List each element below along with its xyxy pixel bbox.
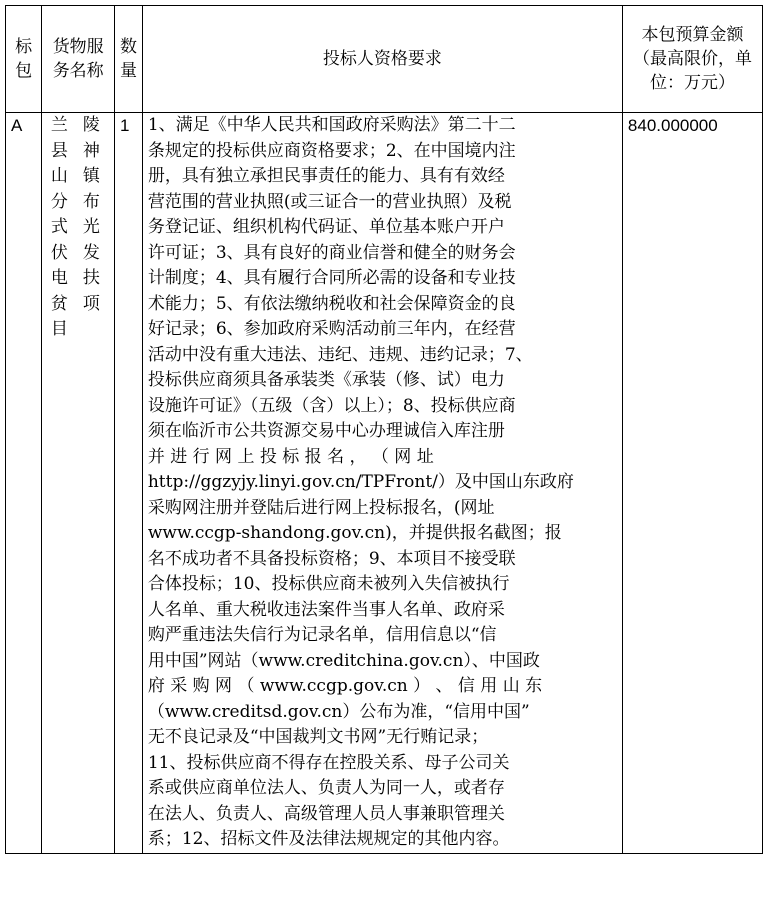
table-header-row	[6, 6, 763, 113]
header-requirements: 投标人资格要求	[142, 6, 622, 113]
procurement-table	[5, 5, 763, 854]
header-package: 标包	[6, 6, 42, 113]
item-name-char: 贫	[50, 293, 68, 314]
requirement-line: 活动中没有重大违法、违纪、违规、违约记录；7、	[147, 344, 533, 365]
item-name-char: 兰	[50, 115, 68, 135]
item-name-char: 陵	[82, 115, 100, 135]
requirement-line: 人名单、重大税收违法案件当事人名单、政府采	[147, 599, 505, 620]
requirement-line: 投标供应商须具备承装类《承装（修、试）电力	[147, 370, 505, 390]
item-name-char: 县	[50, 140, 68, 161]
cell-budget: 840.000000	[622, 113, 762, 854]
requirement-line: 许可证；3、具有良好的商业信誉和健全的财务会	[147, 242, 516, 263]
item-name-char: 式	[50, 217, 68, 237]
cell-package: A	[6, 113, 42, 854]
header-quantity: 数量	[115, 6, 143, 113]
item-name-char: 伏	[50, 242, 68, 263]
requirement-line: http://ggzyjy.linyi.gov.cn/TPFront/）及中国山东政府	[147, 472, 574, 492]
header-item-name: 货物服务名称	[42, 6, 115, 113]
item-name-char: 山	[50, 166, 68, 186]
requirement-line: 册，具有独立承担民事责任的能力、具有有效经	[147, 166, 505, 186]
item-name-char: 分	[50, 191, 68, 212]
requirement-line: 购严重违法失信行为记录名单，信用信息以“信	[147, 625, 497, 645]
item-name-column-right	[79, 113, 103, 343]
item-name-char: 神	[82, 140, 100, 161]
item-name-char: 镇	[82, 166, 100, 186]
requirement-line: 并 进 行 网 上 投 标 报 名 ， （ 网 址	[147, 446, 434, 467]
requirement-line: 须在临沂市公共资源交易中心办理诚信入库注册	[147, 421, 505, 441]
item-name-char: 目	[50, 319, 68, 339]
requirement-line: 府 采 购 网 （ www.ccgp.gov.cn ） 、 信 用 山 东	[147, 676, 543, 696]
requirement-line: 术能力；5、有依法缴纳税收和社会保障资金的良	[147, 293, 516, 314]
requirement-line: 采购网注册并登陆后进行网上投标报名，(网址	[147, 497, 495, 518]
requirement-line: 1、满足《中华人民共和国政府采购法》第二十二	[147, 115, 516, 135]
cell-requirements	[142, 113, 622, 854]
requirement-line: 计制度；4、具有履行合同所必需的设备和专业技	[147, 268, 516, 288]
cell-quantity: 1	[115, 113, 143, 854]
item-name-char: 发	[82, 242, 100, 263]
requirement-line: 系或供应商单位法人、负责人为同一人，或者存	[147, 778, 505, 798]
requirement-line: 条规定的投标供应商资格要求；2、在中国境内注	[147, 140, 516, 161]
item-name-char: 布	[82, 191, 100, 212]
item-name-char: 扶	[82, 268, 100, 288]
item-name-char: 电	[50, 268, 68, 288]
item-name-char: 项	[82, 293, 100, 314]
requirement-line: 好记录；6、参加政府采购活动前三年内，在经营	[147, 319, 516, 339]
requirement-line: 合体投标；10、投标供应商未被列入失信被执行	[147, 574, 510, 594]
requirement-line: www.ccgp-shandong.gov.cn)，并提供报名截图；报	[147, 523, 562, 543]
requirement-line: （www.creditsd.gov.cn）公布为准，“信用中国”	[147, 701, 530, 722]
requirement-line: 名不成功者不具备投标资格；9、本项目不接受联	[147, 548, 516, 569]
item-name-char: 光	[82, 217, 100, 237]
header-budget: 本包预算金额（最高限价，单位：万元）	[622, 6, 762, 113]
requirement-line: 11、投标供应商不得存在控股关系、母子公司关	[147, 752, 510, 773]
cell-item-name	[42, 113, 115, 854]
requirement-line: 系；12、招标文件及法律法规规定的其他内容。	[147, 829, 510, 849]
item-name-column-left	[47, 113, 71, 343]
table-row	[6, 113, 763, 854]
requirement-line: 务登记证、组织机构代码证、单位基本账户开户	[147, 217, 505, 237]
requirement-line: 设施许可证》（五级（含）以上）；8、投标供应商	[147, 395, 516, 416]
requirement-line: 用中国”网站（www.creditchina.gov.cn）、中国政	[147, 650, 540, 671]
requirement-line: 无不良记录及“中国裁判文书网”无行贿记录；	[147, 727, 489, 747]
requirement-line: 营范围的营业执照(或三证合一的营业执照）及税	[147, 191, 512, 212]
requirement-line: 在法人、负责人、高级管理人员人事兼职管理关	[147, 803, 505, 824]
